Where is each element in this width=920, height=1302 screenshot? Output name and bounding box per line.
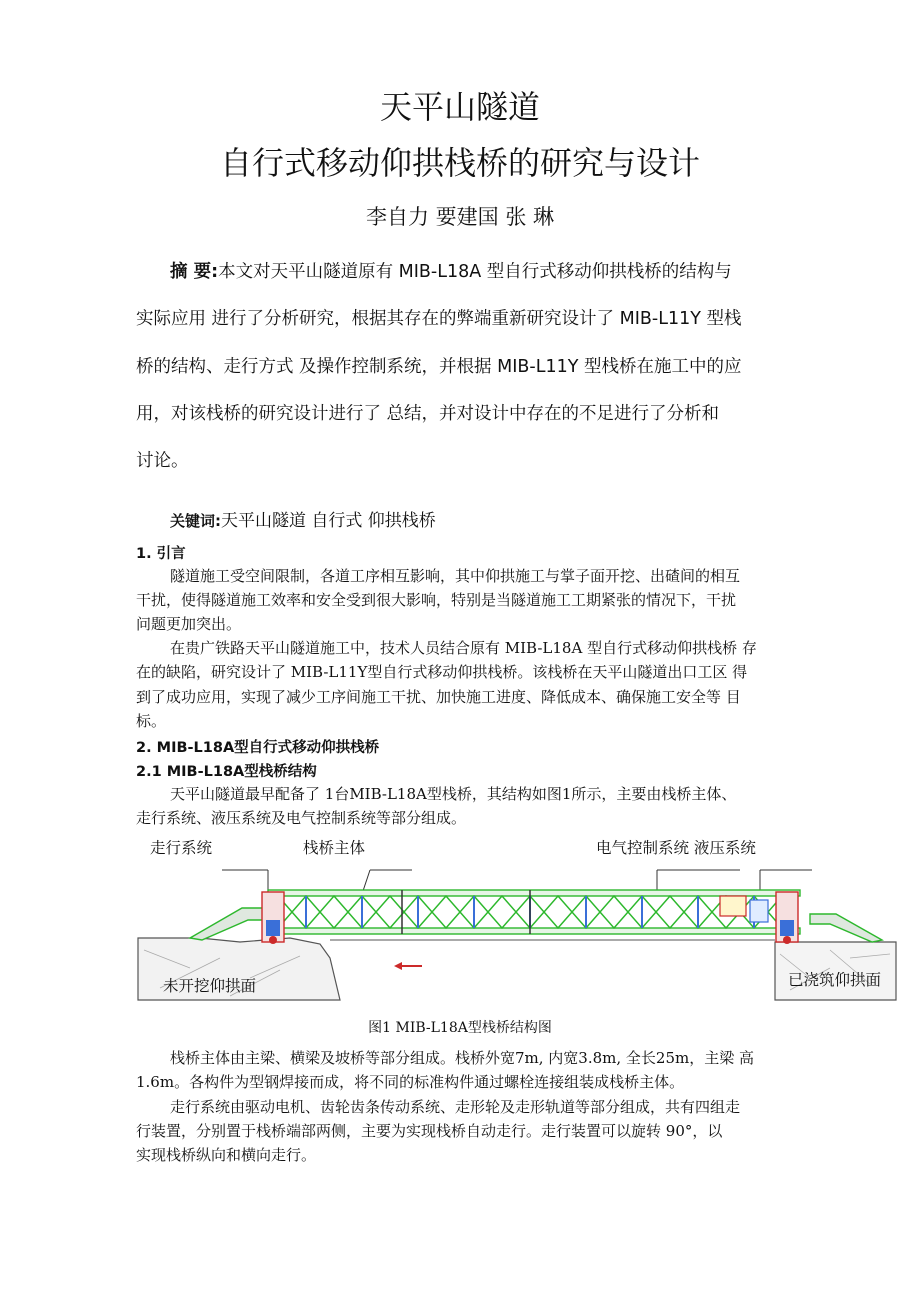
abstract-label: 摘 要:	[170, 262, 219, 282]
paragraph-line: 在的缺陷，研究设计了 MIB-L11Y型自行式移动仰拱栈桥。该栈桥在天平山隧道出口工区 得	[136, 663, 748, 681]
ramp-right	[810, 914, 882, 942]
paragraph-line: 到了成功应用，实现了减少工序间施工干扰、加快施工进度、降低成本、确保施工安全等 目	[136, 688, 741, 706]
figure-label-electric-hydraulic: 电气控制系统 液压系统	[596, 839, 756, 857]
paragraph-line: 问题更加突出。	[136, 615, 242, 633]
paragraph-line: 天平山隧道最早配备了 1台MIB-L18A型栈桥，其结构如图1所示，主要由栈桥主体、	[170, 785, 737, 803]
hydraulic-unit	[750, 900, 768, 922]
direction-arrow-head	[394, 962, 402, 970]
section-1-heading: 1. 引言	[136, 546, 186, 562]
paragraph-line: 栈桥主体由主梁、横梁及坡桥等部分组成。栈桥外宽7m, 内宽3.8m, 全长25m，主梁 高	[170, 1049, 754, 1067]
section-2-heading: 2. MIB-L18A型自行式移动仰拱栈桥	[136, 740, 380, 756]
paragraph-line: 标。	[136, 712, 167, 730]
abstract-line-3: 桥的结构、走行方式 及操作控制系统，并根据 MIB-L11Y 型栈桥在施工中的应	[136, 357, 742, 377]
abstract-line-5: 讨论。	[136, 451, 189, 471]
paragraph-line: 在贵广铁路天平山隧道施工中，技术人员结合原有 MIB-L18A 型自行式移动仰拱栈桥 存	[170, 639, 757, 657]
title-line-1: 天平山隧道	[379, 88, 540, 126]
abstract-line-4: 用，对该栈桥的研究设计进行了 总结，并对设计中存在的不足进行了分析和	[136, 404, 720, 424]
figure-label-unexcavated: 未开挖仰拱面	[163, 977, 257, 995]
ramp-left	[190, 908, 268, 940]
abstract-text-1: 本文对天平山隧道原有 MIB-L18A 型自行式移动仰拱栈桥的结构与	[218, 262, 732, 282]
abstract-line-2: 实际应用 进行了分析研究，根据其存在的弊端重新研究设计了 MIB-L11Y 型栈	[136, 309, 742, 329]
section-2-1-heading: 2.1 MIB-L18A型栈桥结构	[136, 764, 317, 780]
keywords-label: 关键词:	[170, 512, 221, 530]
truss-bottom-chord	[268, 928, 800, 934]
truss-top-chord	[268, 890, 800, 896]
abstract-line-1	[170, 258, 840, 283]
figure-caption: 图1 MIB-L18A型栈桥结构图	[368, 1020, 552, 1036]
paragraph-line: 隧道施工受空间限制，各道工序相互影响，其中仰拱施工与掌子面开挖、出碴间的相互	[170, 567, 741, 585]
drive-motor-left	[266, 920, 280, 936]
keywords	[170, 506, 840, 531]
wheel-left	[269, 936, 277, 944]
paragraph-line: 1.6m。各构件为型钢焊接而成，将不同的标准构件通过螺栓连接组装成栈桥主体。	[136, 1073, 685, 1091]
keywords-text: 天平山隧道 自行式 仰拱栈桥	[221, 511, 436, 531]
title-line-2: 自行式移动仰拱栈桥的研究与设计	[219, 144, 700, 182]
electric-control-box	[720, 896, 746, 916]
figure-label-poured: 已浇筑仰拱面	[788, 971, 882, 989]
paragraph-line: 走行系统、液压系统及电气控制系统等部分组成。	[136, 809, 467, 827]
figure-label-walking-system: 走行系统	[150, 839, 213, 857]
paragraph-line: 实现栈桥纵向和横向走行。	[136, 1146, 317, 1164]
paragraph-line: 走行系统由驱动电机、齿轮齿条传动系统、走形轮及走形轨道等部分组成，共有四组走	[170, 1098, 741, 1116]
paragraph-line: 干扰，使得隧道施工效率和安全受到很大影响，特别是当隧道施工工期紧张的情况下，干扰	[136, 591, 737, 609]
wheel-right	[783, 936, 791, 944]
paragraph-line: 行装置，分别置于栈桥端部两侧，主要为实现栈桥自动走行。走行装置可以旋转 90°，以	[136, 1122, 723, 1140]
figure-label-main-body: 栈桥主体	[303, 839, 366, 857]
drive-motor-right	[780, 920, 794, 936]
authors: 李自力 要建国 张 琳	[365, 205, 555, 229]
